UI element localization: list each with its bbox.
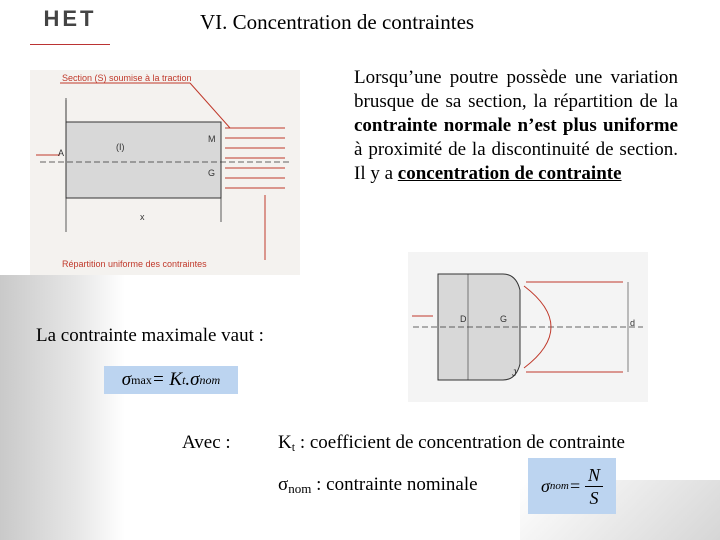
formula-sigma-max: [104, 366, 238, 394]
svg-text:A: A: [58, 148, 65, 158]
formula2-sub-nom: nom: [549, 480, 569, 492]
nom-text: : contrainte nominale: [311, 474, 478, 495]
logo-text: HET: [43, 6, 97, 31]
paragraph-underline: concentration de contrainte: [397, 163, 622, 184]
figure1-top-label: Section (S) soumise à la traction: [62, 73, 192, 83]
svg-text:M: M: [208, 134, 216, 144]
figure-stress-concentration: [408, 252, 648, 402]
figure-uniform-section-svg: [30, 70, 300, 275]
svg-text:J: J: [512, 368, 517, 378]
svg-text:(I): (I): [116, 142, 125, 152]
explanation-paragraph: [354, 66, 678, 186]
paragraph-bold: contrainte normale n’est plus uniforme: [354, 115, 678, 136]
logo-underline: [30, 44, 110, 51]
svg-text:G: G: [208, 168, 216, 178]
kt-sub-t: t: [291, 440, 296, 454]
paragraph-part1: Lorsqu’une poutre possède une variation brusque de sa section, la répartition de la: [354, 67, 678, 112]
formula1-sigma: σ: [121, 369, 132, 390]
sigma-nom-definition: [278, 474, 478, 497]
formula1-sub-max: max: [131, 372, 152, 387]
formula2-fraction: [585, 464, 603, 509]
figure-stress-concentration-svg: [408, 252, 648, 402]
figure1-bottom-label: Répartition uniforme des contraintes: [62, 259, 207, 269]
formula1-dot-sigma: .σ: [185, 369, 200, 390]
max-stress-label: La contrainte maximale vaut :: [36, 325, 264, 346]
svg-text:d: d: [630, 318, 636, 328]
kt-k: K: [278, 432, 292, 453]
formula2-denominator: S: [589, 487, 599, 508]
formula2-sigma: σ: [540, 475, 550, 496]
svg-text:D: D: [460, 314, 467, 324]
formula1-eq: = K: [151, 369, 183, 390]
svg-text:x: x: [140, 212, 145, 222]
paragraph-part2: à proximité de la discontinuité de section. Il y a: [354, 139, 678, 184]
formula2-eq: =: [568, 475, 581, 496]
figure-uniform-section: [30, 70, 300, 275]
slide-title: VI. Concentration de contraintes: [200, 10, 475, 34]
kt-definition: [278, 432, 625, 455]
nom-sigma: σ: [278, 474, 289, 495]
kt-text: : coefficient de concentration de contrainte: [295, 432, 625, 453]
nom-sub: nom: [288, 481, 312, 496]
formula2-numerator: N: [585, 464, 603, 487]
formula1-sub-t: t: [182, 372, 186, 387]
het-logo: [20, 6, 120, 52]
background-strip-left: [0, 275, 125, 540]
formula-sigma-nom: [528, 458, 616, 514]
avec-label: Avec :: [182, 432, 231, 453]
formula1-sub-nom: nom: [199, 372, 221, 387]
svg-text:G: G: [500, 314, 508, 324]
